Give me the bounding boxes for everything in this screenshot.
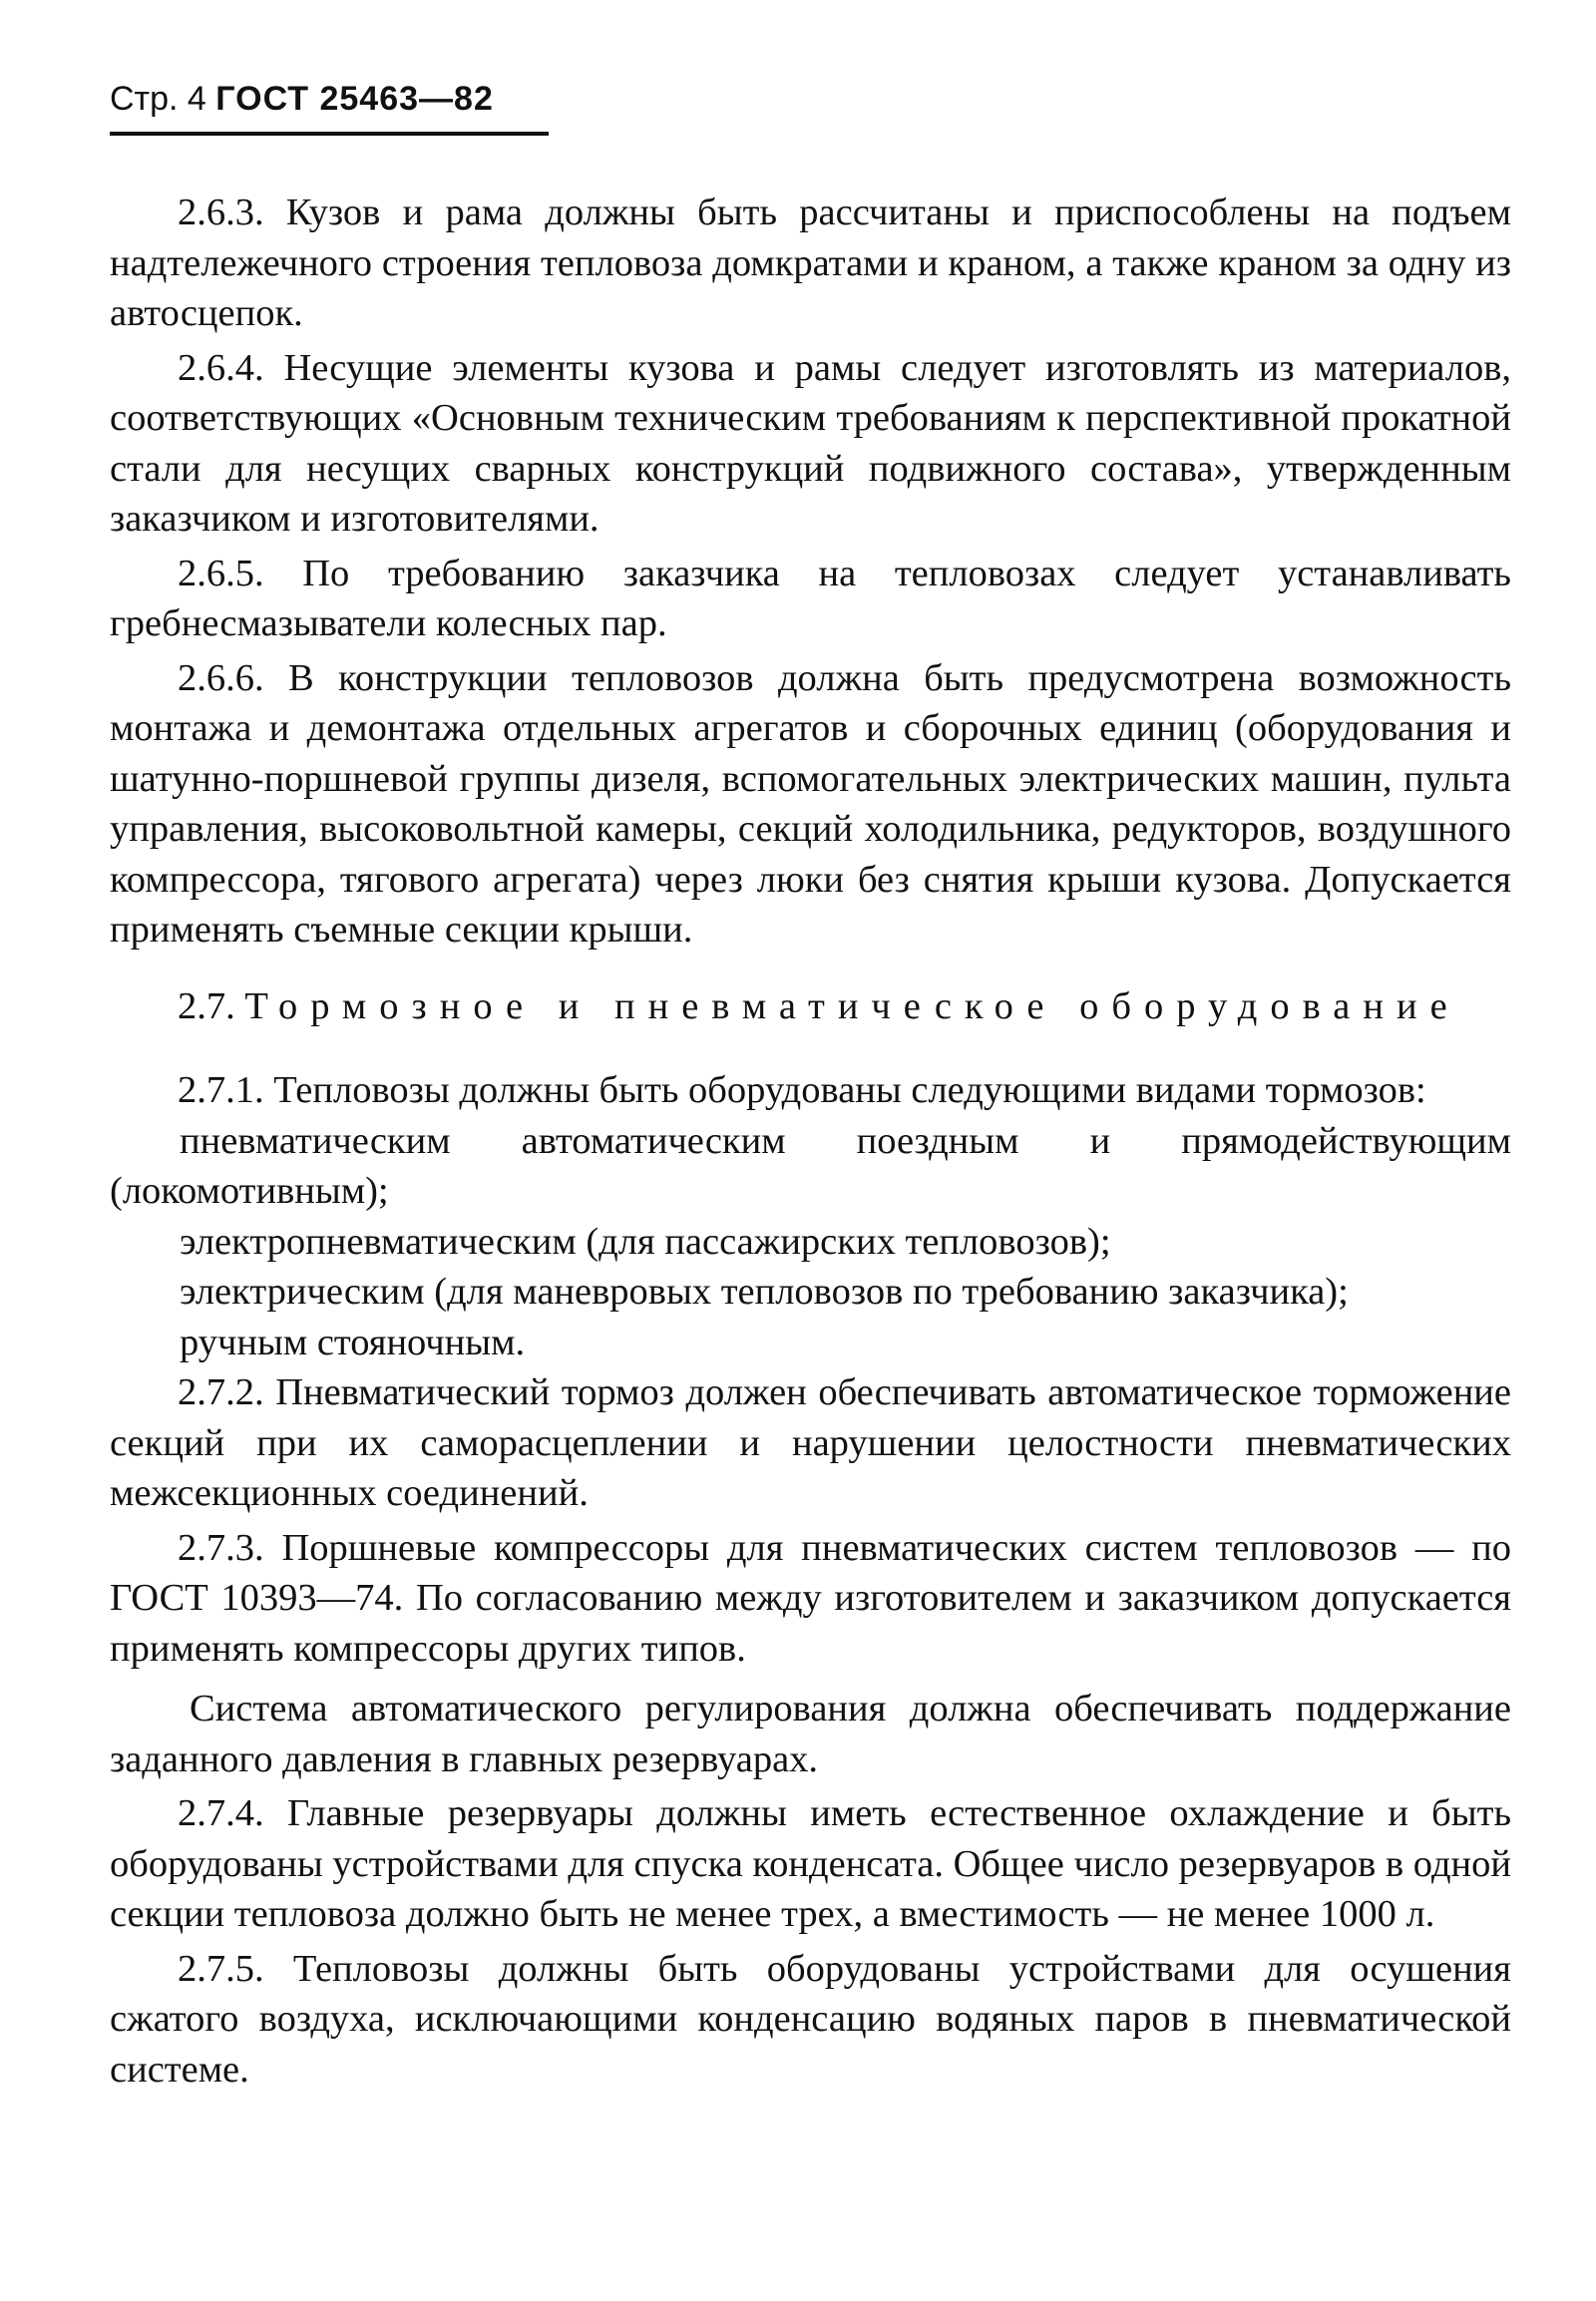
section-heading-2-7 xyxy=(110,981,1511,1032)
paragraph-2-6-4: 2.6.4. Несущие элементы кузова и рамы следует изготовлять из материалов, соответствующих «Основным техническим требованиям к перспективной прокатной стали для несущих сварных конструкций подвижного состава», утвержденным заказчиком и изготовителями. xyxy=(110,346,1511,540)
page-number: Стр. 4 xyxy=(110,80,206,118)
paragraph-2-7-3-system: Система автоматического регулирования должна обеспечивать поддержание заданного давления в главных резервуарах. xyxy=(110,1688,1511,1780)
paragraph-2-6-5: 2.6.5. По требованию заказчика на тепловозах следует устанавливать гребнесмазыватели колесных пар. xyxy=(110,552,1511,644)
section-number: 2.7. xyxy=(178,984,235,1027)
paragraph-2-6-3: 2.6.3. Кузов и рама должны быть рассчитаны и приспособлены на подъем надтележечного строения тепловоза домкратами и краном, а также краном за одну из автосцепок. xyxy=(110,192,1511,334)
brake-type-item: электрическим (для маневровых тепловозов по требованию заказчика); xyxy=(180,1271,1349,1313)
paragraph-2-7-2: 2.7.2. Пневматический тормоз должен обеспечивать автоматическое торможение секций при их саморасцеплении и нарушении целостности пневматических межсекционных соединений. xyxy=(110,1371,1511,1514)
page-header xyxy=(110,80,494,119)
section-title: Тормозное и пневматическое оборудование xyxy=(244,984,1460,1027)
brake-type-item: электропневматическим (для пассажирских тепловозов); xyxy=(180,1220,1111,1263)
brake-type-item: пневматическим автоматическим поездным и прямодействующим (локомотивным); xyxy=(110,1119,1511,1212)
paragraph-2-7-5: 2.7.5. Тепловозы должны быть оборудованы устройствами для осушения сжатого воздуха, исключающими конденсацию водяных паров в пневматической системе. xyxy=(110,1947,1511,2091)
paragraph-2-7-1: 2.7.1. Тепловозы должны быть оборудованы следующими видами тормозов: xyxy=(178,1069,1426,1111)
paragraph-2-6-6: 2.6.6. В конструкции тепловозов должна быть предусмотрена возможность монтажа и демонтажа отдельных агрегатов и сборочных единиц (оборудования и шатунно-поршневой группы дизеля, вспомогательных электрических машин, пульта управления, высоковольтной камеры, секций холодильника, редукторов, воздушного компрессора, тягового агрегата) через люки без снятия крыши кузова. Допускается применять съемные секции крыши. xyxy=(110,656,1511,951)
standard-number: ГОСТ 25463—82 xyxy=(215,80,494,118)
paragraph-2-7-3: 2.7.3. Поршневые компрессоры для пневматических систем тепловозов — по ГОСТ 10393—74. По согласованию между изготовителем и заказчиком допускается применять компрессоры других типов. xyxy=(110,1526,1511,1670)
page-body xyxy=(110,188,1511,2099)
paragraph-2-7-4: 2.7.4. Главные резервуары должны иметь естественное охлаждение и быть оборудованы устройствами для спуска конденсата. Общее число резервуаров в одной секции тепловоза должно быть не менее трех, а вместимость — не менее 1000 л. xyxy=(110,1792,1511,1935)
brake-type-item: ручным стояночным. xyxy=(180,1321,526,1363)
header-rule xyxy=(110,132,549,136)
